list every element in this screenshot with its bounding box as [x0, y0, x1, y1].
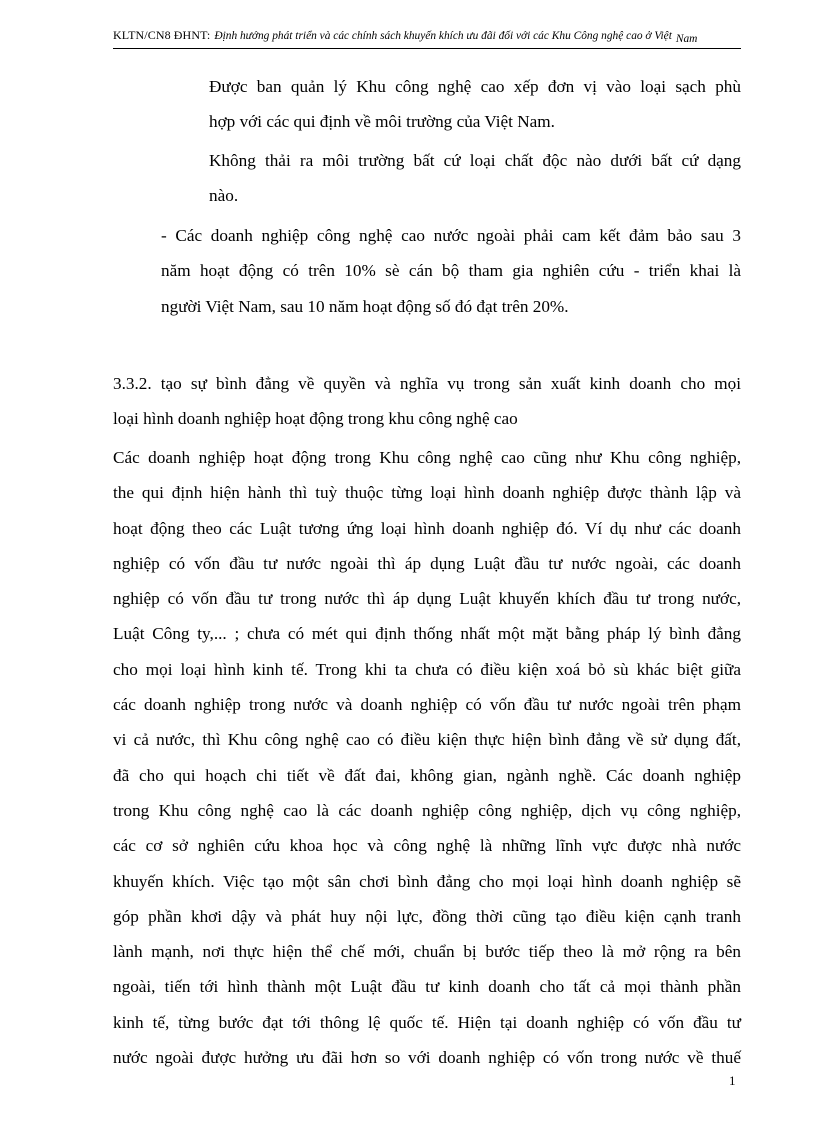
text-line: các cơ sở nghiên cứu khoa học và công nghệ là những lĩnh vực được nhà nước	[113, 836, 741, 856]
text-line: the qui định hiện hành thì tuỳ thuộc từng loại hình doanh nghiệp được thành lập và	[113, 483, 741, 503]
text-line: Các doanh nghiệp hoạt động trong Khu công nghệ cao cũng như Khu công nghiệp,	[113, 448, 741, 467]
body-paragraph	[113, 440, 741, 1075]
running-header	[113, 26, 741, 49]
bullet-paragraph	[161, 218, 741, 324]
header-title: Định hướng phát triển và các chính sách khuyến khích ưu đãi đối với các Khu Công nghệ cao ở Việt	[214, 30, 672, 42]
text-line: nghiệp có vốn đầu tư nước ngoài thì áp dụng Luật đầu tư nước ngoài, các doanh	[113, 553, 741, 573]
indented-item-1	[209, 69, 741, 140]
text-line: nghiệp có vốn đầu tư trong nước thì áp dụng Luật khuyến khích đầu tư trong nước,	[113, 589, 741, 609]
text-line: Được ban quản lý Khu công nghệ cao xếp đơn vị vào loại sạch phù	[209, 77, 741, 96]
header-title-end: Nam	[675, 33, 698, 45]
text-line: Luật Công ty,... ; chưa có mét qui định thống nhất một mặt bằng pháp lý bình đẳng	[113, 624, 741, 644]
text-line: 3.3.2. tạo sự bình đẳng về quyền và nghĩa vụ trong sản xuất kinh doanh cho mọi	[113, 374, 741, 393]
text-line: lành mạnh, nơi thực hiện thể chế mới, chuẩn bị bước tiếp theo là mở rộng ra bên	[113, 942, 741, 962]
text-line: góp phần khơi dậy và phát huy nội lực, đồng thời cũng tạo điều kiện cạnh tranh	[113, 906, 741, 926]
text-line: trong Khu công nghệ cao là các doanh nghiệp công nghiệp, dịch vụ công nghiệp,	[113, 800, 741, 820]
section-heading	[113, 366, 741, 437]
indented-item-2	[209, 143, 741, 214]
text-line: hoạt động theo các Luật tương ứng loại hình doanh nghiệp đó. Ví dụ như các doanh	[113, 518, 741, 538]
text-line: ngoài, tiến tới hình thành một Luật đầu tư kinh doanh cho tất cả mọi thành phần	[113, 977, 741, 997]
text-line: Không thải ra môi trường bất cứ loại chất độc nào dưới bất cứ dạng	[209, 151, 741, 170]
text-line: cho mọi loại hình kinh tế. Trong khi ta chưa có điều kiện xoá bỏ sù khác biệt giữa	[113, 659, 741, 679]
text-line: người Việt Nam, sau 10 năm hoạt động số đó đạt trên 20%.	[161, 296, 569, 316]
header-code: KLTN/CN8 ĐHNT:	[113, 28, 211, 42]
text-line: khuyến khích. Việc tạo một sân chơi bình đẳng cho mọi loại hình doanh nghiệp sẽ	[113, 871, 741, 891]
text-line: loại hình doanh nghiệp hoạt động trong khu công nghệ cao	[113, 409, 518, 429]
text-line: hợp với các qui định về môi trường của Việt Nam.	[209, 112, 555, 132]
text-line: nào.	[209, 186, 239, 206]
text-line: nước ngoài được hưởng ưu đãi hơn so với doanh nghiệp có vốn trong nước về thuế	[113, 1048, 741, 1068]
text-line: vi cả nước, thì Khu công nghệ cao có điều kiện thực hiện bình đẳng về sử dụng đất,	[113, 730, 741, 750]
text-line: đã cho qui hoạch chi tiết về đất đai, không gian, ngành nghề. Các doanh nghiệp	[113, 765, 741, 785]
page-number: 1	[729, 1073, 736, 1088]
text-line: kinh tế, từng bước đạt tới thông lệ quốc tế. Hiện tại doanh nghiệp có vốn đầu tư	[113, 1012, 741, 1032]
text-line: năm hoạt động có trên 10% sè cán bộ tham gia nghiên cứu - triển khai là	[161, 261, 741, 281]
text-line: các doanh nghiệp trong nước và doanh nghiệp có vốn đầu tư nước ngoài trên phạm	[113, 695, 741, 715]
text-line: - Các doanh nghiệp công nghệ cao nước ngoài phải cam kết đảm bảo sau 3	[161, 226, 741, 245]
